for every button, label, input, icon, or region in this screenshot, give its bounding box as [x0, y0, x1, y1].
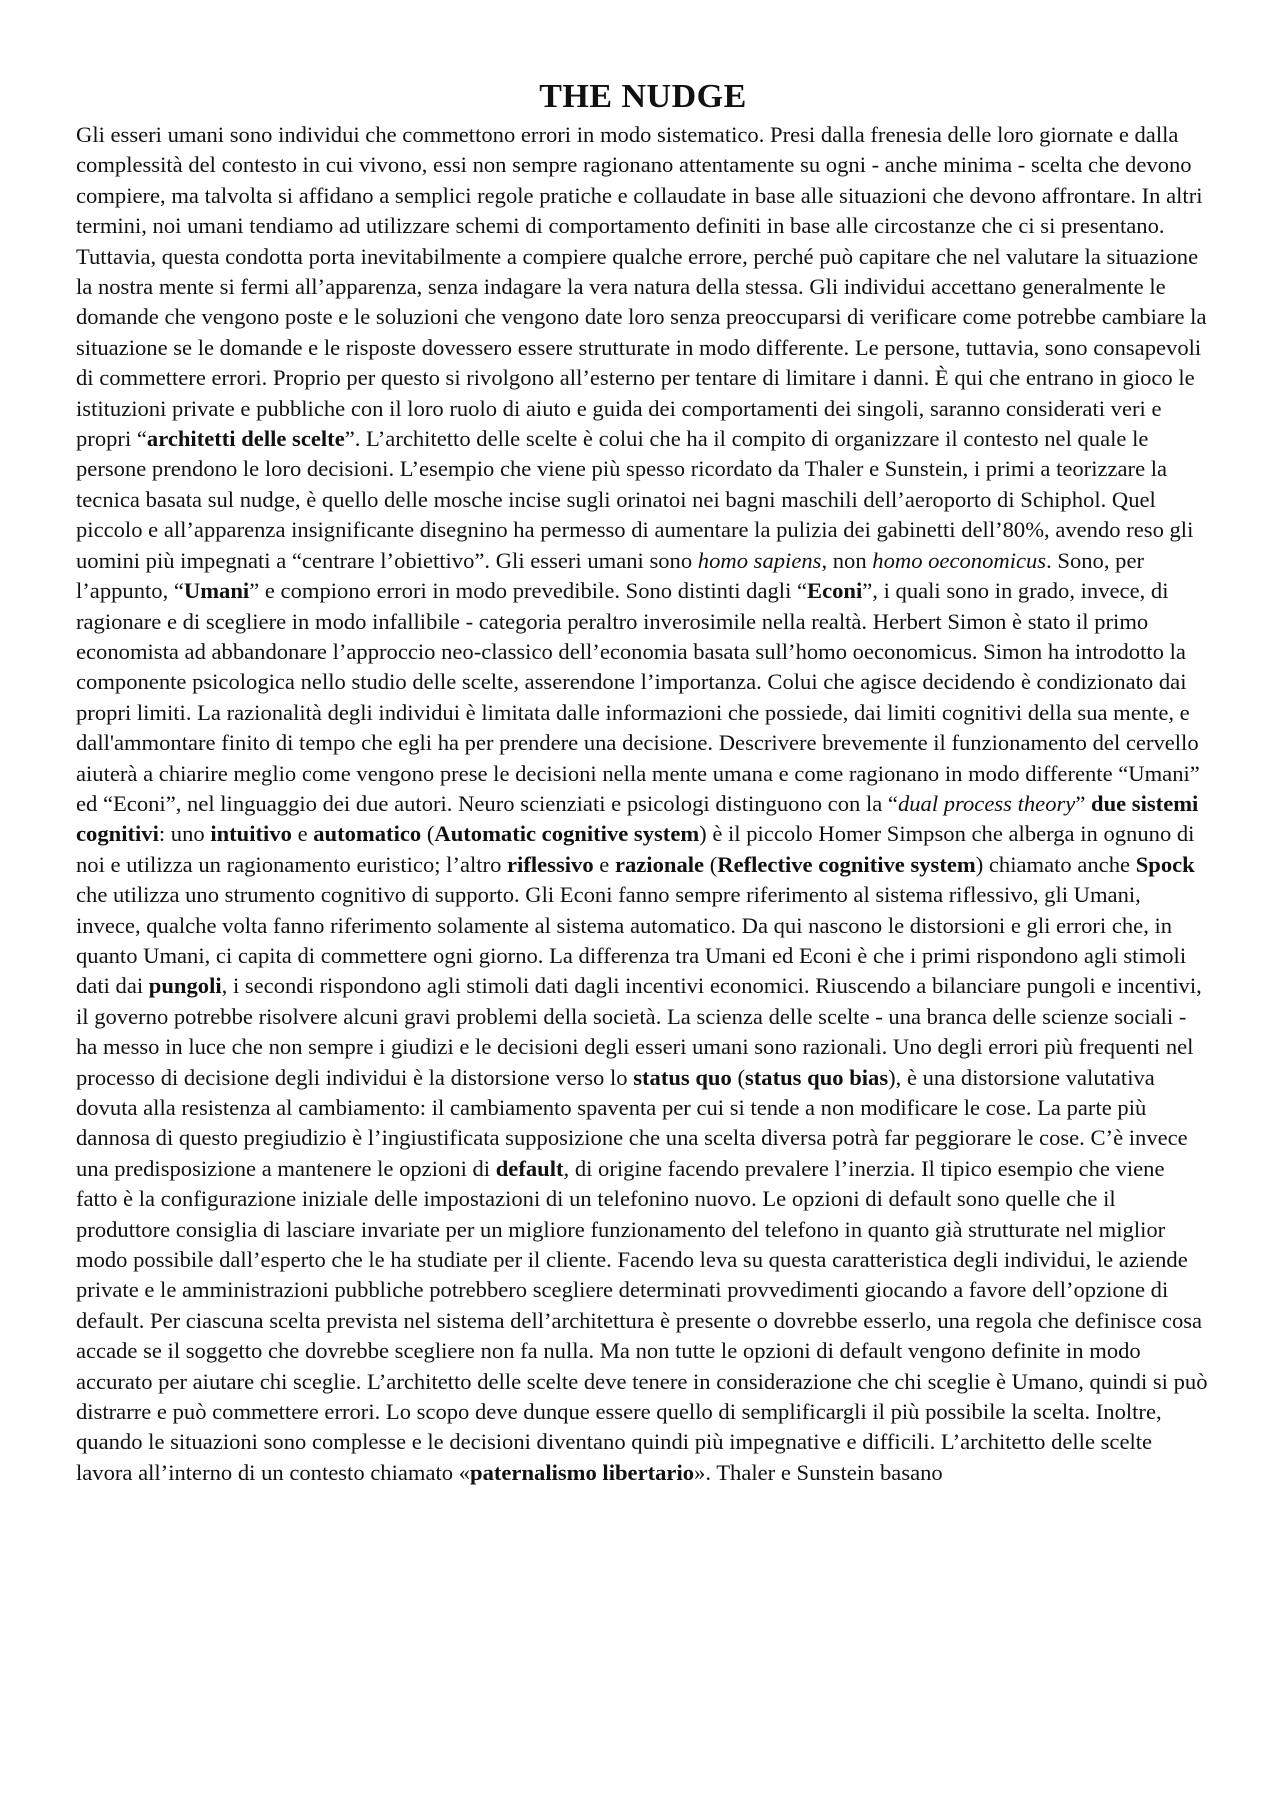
bold-term: Spock: [1135, 851, 1195, 877]
text-run: ”. L’architetto delle scelte è colui che ha il compito di organizzare il contesto nel quale le persone prendono le loro decisioni. L’esempio che viene più spesso ricordato da Thaler e Sunstein, i primi a teorizzare la tecnica basata sul nudge, è quello delle mosche incise sugli orinatoi nei bagni maschili dell’aeroporto di Schiphol. Quel piccolo e all’apparenza insignificante disegnino ha permesso di aumentare la pulizia dei gabinetti dell’80%, avendo reso gli uomini più impegnati a “centrare l’obiettivo”. Gli esseri umani sono: [76, 426, 1194, 573]
text-run: ». Thaler e Sunstein basano: [694, 1459, 943, 1485]
bold-term: riflessivo: [507, 851, 594, 877]
text-run: ) è il piccolo Homer Simpson che alberga in ognuno di noi e utilizza un ragionamento euristico; l’altro: [76, 821, 1195, 877]
text-run: (: [421, 821, 435, 847]
document-page: [76, 74, 1210, 1488]
text-run: ” e compiono errori in modo prevedibile. Sono distinti dagli “: [249, 578, 808, 604]
bold-term: Reflective cognitive system: [717, 851, 976, 877]
bold-term: status quo bias: [744, 1064, 889, 1090]
text-run: e: [291, 821, 314, 847]
italic-term: dual process theory: [897, 790, 1076, 816]
text-run: ”: [1075, 790, 1091, 816]
text-run: (: [731, 1064, 745, 1090]
bold-term: due sistemi cognitivi: [76, 790, 1199, 847]
text-run: ”, i quali sono in grado, invece, di ragionare e di scegliere in modo infallibile - categoria peraltro inverosimile nella realtà. Herbert Simon è stato il primo economista ad abbandonare l’approccio neo-classico dell’economia basata sull’homo oeconomicus. Simon ha introdotto la componente psicologica nello studio delle scelte, asserendone l’importanza. Colui che agisce decidendo è condizionato dai propri limiti. La razionalità degli individui è limitata dalle informazioni che possiede, dai limiti cognitivi della sua mente, e dall'ammontare finito di tempo che egli ha per prendere una decisione. Descrivere brevemente il funzionamento del cervello aiuterà a chiarire meglio come vengono prese le decisioni nella mente umana e come ragionano in modo differente “Umani” ed “Econi”, nel linguaggio dei due autori. Neuro scienziati e psicologi distinguono con la “: [76, 578, 1200, 816]
text-run: , di origine facendo prevalere l’inerzia. Il tipico esempio che viene fatto è la configurazione iniziale delle impostazioni di un telefonino nuovo. Le opzioni di default sono quelle che il produttore consiglia di lasciare invariate per un migliore funzionamento del telefono in quanto già strutturate nel miglior modo possibile dall’esperto che le ha studiate per il cliente. Facendo leva su questa caratteristica degli individui, le aziende private e le amministrazioni pubbliche potrebbero scegliere determinati provvedimenti giocando a favore dell’opzione di default. Per ciascuna scelta prevista nel sistema dell’architettura è presente o dovrebbe esserlo, una regola che definisce cosa accade se il soggetto che dovrebbe scegliere non fa nulla. Ma non tutte le opzioni di default vengono definite in modo accurato per aiutare chi sceglie. L’architetto delle scelte deve tenere in considerazione che chi sceglie è Umano, quindi si può distrarre e può commettere errori. Lo scopo deve dunque essere quello di semplificargli il più possibile la scelta. Inoltre, quando le situazioni sono complesse e le decisioni diventano quindi più impegnative e difficili. L’architetto delle scelte lavora all’interno di un contesto chiamato «: [76, 1155, 1208, 1485]
bold-term: paternalismo libertario: [470, 1459, 695, 1485]
text-run: . Sono, per l’appunto, “: [76, 547, 1144, 604]
text-run: (: [704, 851, 718, 877]
bold-term: Umani: [183, 578, 250, 604]
bold-term: automatico: [313, 821, 422, 847]
text-run: ) chiamato anche: [975, 851, 1136, 877]
bold-term: Automatic cognitive system: [434, 821, 700, 847]
bold-term: default: [495, 1155, 564, 1181]
text-run: , non: [821, 547, 873, 573]
bold-term: status quo: [633, 1064, 732, 1090]
text-run: Gli esseri umani sono individui che commettono errori in modo sistematico. Presi dalla frenesia delle loro giornate e dalla complessità del contesto in cui vivono, essi non sempre ragionano attentamente su ogni - anche minima - scelta che devono compiere, ma talvolta si affidano a semplici regole pratiche e collaudate in base alle situazioni che devono affrontare. In altri termini, noi umani tendiamo ad utilizzare schemi di comportamento definiti in base alle circostanze che ci si presentano. Tuttavia, questa condotta porta inevitabilmente a compiere qualche errore, perché può capitare che nel valutare la situazione la nostra mente si fermi all’apparenza, senza indagare la vera natura della stessa. Gli individui accettano generalmente le domande che vengono poste e le soluzioni che vengono date loro senza preoccuparsi di verificare come potrebbe cambiare la situazione se le domande e le risposte dovessero essere strutturate in modo differente. Le persone, tuttavia, sono consapevoli di commettere errori. Proprio per questo si rivolgono all’esterno per tentare di limitare i danni. È qui che entrano in gioco le istituzioni private e pubbliche con il loro ruolo di aiuto e guida dei comportamenti dei singoli, saranno considerati veri e propri “: [76, 122, 1207, 452]
body-paragraph: [76, 120, 1210, 1488]
italic-term: homo oeconomicus: [872, 547, 1047, 573]
document-title: THE NUDGE: [539, 78, 747, 115]
text-run: , i secondi rispondono agli stimoli dati dagli incentivi economici. Riuscendo a bilanciare pungoli e incentivi, il governo potrebbe risolvere alcuni gravi problemi della società. La scienza delle scelte - una branca delle scienze sociali - ha messo in luce che non sempre i giudizi e le decisioni degli esseri umani sono razionali. Uno degli errori più frequenti nel processo di decisione degli individui è la distorsione verso lo: [76, 973, 1202, 1090]
text-run: : uno: [158, 821, 211, 847]
italic-term: homo sapiens: [697, 547, 822, 573]
text-run: ), è una distorsione valutativa dovuta alla resistenza al cambiamento: il cambiamento spaventa per cui si tende a non modificare le cose. La parte più dannosa di questo pregiudizio è l’ingiustificata supposizione che una scelta diversa potrà far peggiorare le cose. C’è invece una predisposizione a mantenere le opzioni di: [76, 1064, 1188, 1181]
text-run: e: [593, 851, 615, 877]
text-run: che utilizza uno strumento cognitivo di supporto. Gli Econi fanno sempre riferimento al sistema riflessivo, gli Umani, invece, qualche volta fanno riferimento solamente al sistema automatico. Da qui nascono le distorsioni e gli errori che, in quanto Umani, ci capita di commettere ogni giorno. La differenza tra Umani ed Econi è che i primi rispondono agli stimoli dati dai: [76, 882, 1187, 999]
bold-term: razionale: [614, 851, 705, 877]
bold-term: intuitivo: [210, 821, 292, 847]
bold-term: pungoli: [148, 973, 222, 999]
bold-term: Econi: [807, 578, 863, 604]
bold-term: architetti delle scelte: [146, 426, 345, 452]
